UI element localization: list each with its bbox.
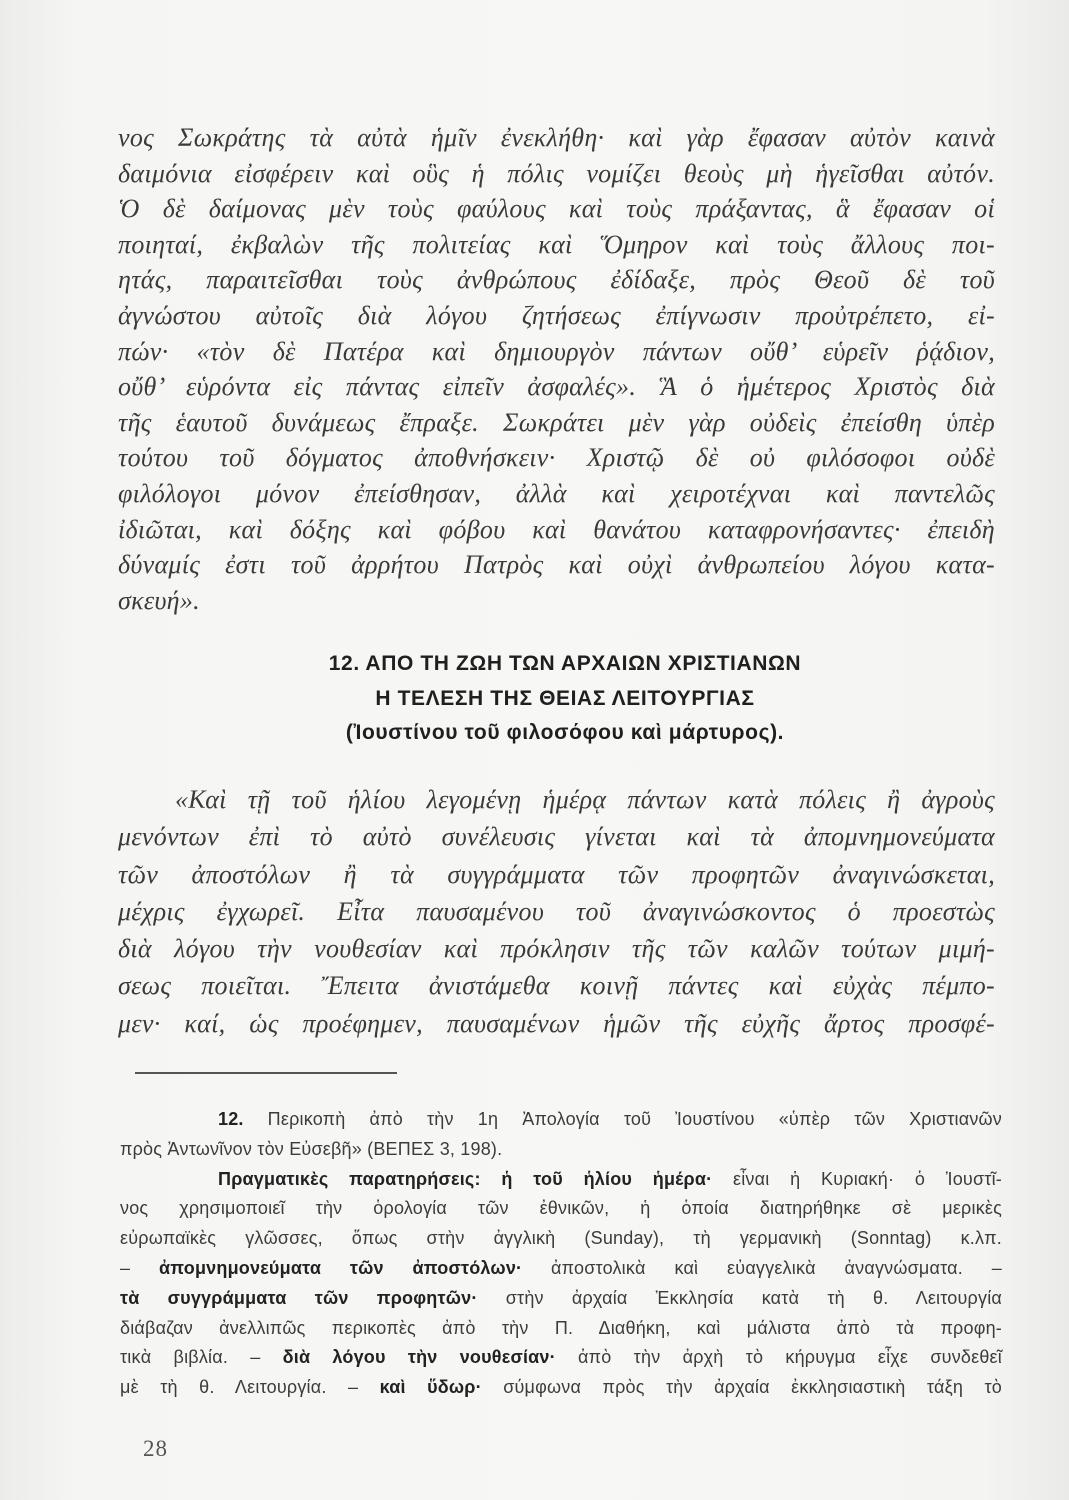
section-source: (Ἰουστίνου τοῦ φιλοσόφου καὶ μάρτυρος). — [345, 721, 785, 744]
text-line: τῆς ἑαυτοῦ δυνάμεως ἔπραξε. Σωκράτει μὲν γὰρ οὐδεὶς ἐπείσθη ὑπὲρ — [118, 407, 995, 437]
text-line: «Καὶ τῇ τοῦ ἡλίου λεγομένῃ ἡμέρᾳ πάντων κατὰ πόλεις ἢ ἀγροὺς — [175, 785, 995, 814]
footnote-line — [120, 1343, 1002, 1373]
footnote-text: εὐρωπαϊκὲς γλῶσσες, ὅπως στὴν ἀγγλικὴ (Sunday), τὴ γερμανικὴ (Sonntag) κ.λπ. — [120, 1228, 1002, 1249]
text-line: σεως ποιεῖται. Ἔπειτα ἀνιστάμεθα κοινῇ πάντες καὶ εὐχὰς πέμπο- — [118, 971, 995, 1001]
footnote-text: στὴν ἀρχαία Ἐκκλησία κατὰ τὴ θ. Λειτουργία — [477, 1287, 1003, 1308]
text-line: φιλόλογοι μόνον ἐπείσθησαν, ἀλλὰ καὶ χειροτέχναι καὶ παντελῶς — [118, 478, 995, 508]
section-subtitle: Η ΤΕΛΕΣΗ ΤΗΣ ΘΕΙΑΣ ΛΕΙΤΟΥΡΓΙΑΣ — [375, 686, 755, 710]
section-title: 12. ΑΠΟ ΤΗ ΖΩΗ ΤΩΝ ΑΡΧΑΙΩΝ ΧΡΙΣΤΙΑΝΩΝ — [328, 652, 802, 675]
text-line: ἰδιῶται, καὶ δόξης καὶ φόβου καὶ θανάτου καταφρονήσαντες· ἐπειδὴ — [118, 514, 995, 544]
footnote-text: τικὰ βιβλία. – — [120, 1347, 283, 1368]
quotation-paragraph — [118, 120, 995, 618]
footnote-term: ἀπομνημονεύματα τῶν ἀποστόλων· — [159, 1257, 523, 1278]
footnote-text: νος χρησιμοποιεῖ τὴν ὁρολογία τῶν ἐθνικῶν, ἡ ὁποία διατηρήθηκε σὲ μερικὲς — [120, 1198, 1002, 1219]
footnote-line — [120, 1165, 1002, 1195]
footnotes — [120, 1105, 1002, 1403]
text-line: ἀγνώστου αὐτοῖς διὰ λόγου ζητήσεως ἐπίγνωσιν προὐτρέπετο, εἰ- — [118, 300, 995, 330]
footnote-text: διάβαζαν ἀνελλιπῶς περικοπὲς ἀπὸ τὴν Π. Διαθήκη, καὶ μάλιστα ἀπὸ τὰ προφη- — [120, 1317, 1002, 1338]
footnote-text: σύμφωνα πρὸς τὴν ἀρχαία ἐκκλησιαστικὴ τάξη τὸ — [481, 1377, 1002, 1398]
footnote-text: πρὸς Ἀντωνῖνον τὸν Εὐσεβῆ» (ΒΕΠΕΣ 3, 198). — [120, 1138, 503, 1159]
footnote-text: εἶναι ἡ Κυριακή· ὁ Ἰουστῖ- — [712, 1168, 1002, 1189]
text-line: δύναμίς ἐστι τοῦ ἀρρήτου Πατρὸς καὶ οὐχὶ ἀνθρωπείου λόγου κατα- — [118, 550, 995, 580]
footnote-term: τὰ συγγράμματα τῶν προφητῶν· — [120, 1287, 478, 1308]
footnote-line — [120, 1135, 1002, 1165]
page-number: 28 — [143, 1436, 168, 1461]
text-line: πών· «τὸν δὲ Πατέρα καὶ δημιουργὸν πάντων οὔθ’ εὑρεῖν ῥᾴδιον, — [118, 336, 995, 366]
footnote-term: καὶ ὕδωρ· — [379, 1377, 482, 1398]
text-line: τῶν ἀποστόλων ἢ τὰ συγγράμματα τῶν προφητῶν ἀναγινώσκεται, — [118, 859, 995, 889]
text-line: μέχρις ἐγχωρεῖ. Εἶτα παυσαμένου τοῦ ἀναγινώσκοντος ὁ προεστὼς — [118, 896, 995, 926]
footnote-text: ἀπὸ τὴν ἀρχὴ τὸ κήρυγμα εἶχε συνδεθεῖ — [555, 1347, 1002, 1368]
footnote-text: Περικοπὴ ἀπὸ τὴν 1η Ἀπολογία τοῦ Ἰουστίνου «ὑπὲρ τῶν Χριστιανῶν — [243, 1109, 1002, 1129]
text-line: τούτου τοῦ δόγματος ἀποθνήσκειν· Χριστῷ δὲ οὐ φιλόσοφοι οὐδὲ — [118, 443, 995, 473]
text-line: διὰ λόγου τὴν νουθεσίαν καὶ πρόκλησιν τῆς τῶν καλῶν τούτων μιμή- — [118, 934, 995, 964]
footnote-line — [120, 1194, 1002, 1224]
text-line: οὔθ’ εὑρόντα εἰς πάντας εἰπεῖν ἀσφαλές». Ἃ ὁ ἡμέτερος Χριστὸς διὰ — [118, 372, 995, 402]
footnote-divider — [135, 1072, 397, 1074]
liturgy-paragraph — [118, 781, 995, 1042]
section-heading — [125, 647, 1005, 751]
footnote-text: μὲ τὴ θ. Λειτουργία. – — [120, 1377, 380, 1398]
footnote-line — [120, 1224, 1002, 1254]
text-line: μενόντων ἐπὶ τὸ αὐτὸ συνέλευσις γίνεται καὶ τὰ ἀπομνημονεύματα — [118, 822, 995, 852]
footnote-line — [120, 1105, 1002, 1135]
footnote-line — [120, 1373, 1002, 1403]
text-line: ποιηταί, ἐκβαλὼν τῆς πολιτείας καὶ Ὅμηρον καὶ τοὺς ἄλλους ποι- — [118, 229, 995, 259]
footnote-text: – — [120, 1257, 160, 1278]
footnote-term: διὰ λόγου τὴν νουθεσίαν· — [282, 1347, 556, 1368]
text-line: νος Σωκράτης τὰ αὐτὰ ἡμῖν ἐνεκλήθη· καὶ γὰρ ἔφασαν αὐτὸν καινὰ — [118, 123, 995, 152]
text-line: μεν· καί, ὡς προέφημεν, παυσαμένων ἡμῶν τῆς εὐχῆς ἄρτος προσφέ- — [118, 1008, 995, 1038]
text-line: ητάς, παραιτεῖσθαι τοὺς ἀνθρώπους ἐδίδαξε, πρὸς Θεοῦ δὲ τοῦ — [118, 265, 995, 295]
footnote-line — [120, 1284, 1002, 1314]
text-line: δαιμόνια εἰσφέρειν καὶ οὓς ἡ πόλις νομίζει θεοὺς μὴ ἡγεῖσθαι αὐτόν. — [118, 158, 995, 188]
footnote-text: ἀποστολικὰ καὶ εὐαγγελικὰ ἀναγνώσματα. – — [522, 1257, 1002, 1278]
text-line: Ὁ δὲ δαίμονας μὲν τοὺς φαύλους καὶ τοὺς πράξαντας, ἃ ἔφασαν οἱ — [118, 194, 995, 224]
text-line: σκευή». — [118, 585, 200, 615]
footnote-line — [120, 1254, 1002, 1284]
footnote-line — [120, 1314, 1002, 1344]
footnote-number: 12. — [218, 1109, 244, 1129]
footnote-term: Πραγματικὲς παρατηρήσεις: ἡ τοῦ ἡλίου ἡμέρα· — [218, 1168, 713, 1189]
